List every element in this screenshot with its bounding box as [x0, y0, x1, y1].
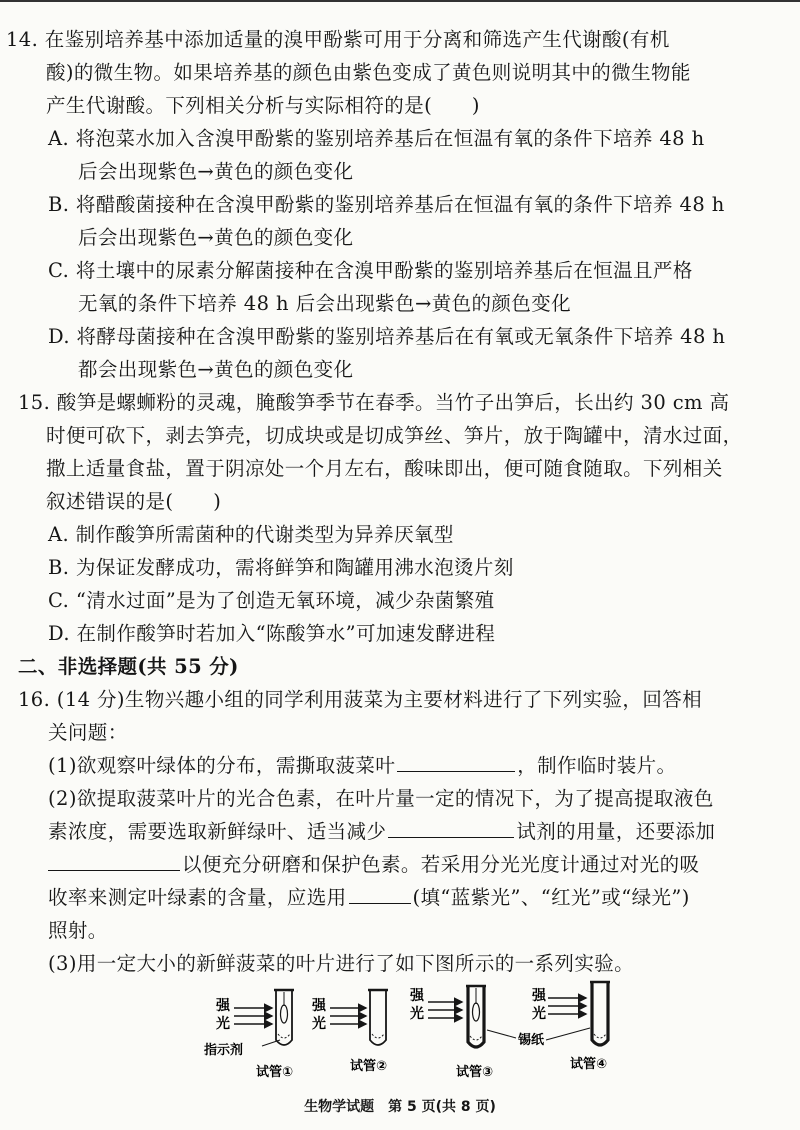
pointer-line [487, 1030, 516, 1038]
q14-option-c: C. 将土壤中的尿素分解菌接种在含溴甲酚紫的鉴别培养基后在恒温且严格 [48, 259, 693, 282]
answer-blank-1[interactable] [397, 753, 515, 772]
experiment-figure [200, 978, 630, 1088]
q14-option-a: A. 将泡菜水加入含溴甲酚紫的鉴别培养基后在恒温有氧的条件下培养 48 h [48, 127, 705, 150]
test-tube [370, 990, 386, 1045]
q14-option-d: D. 将酵母菌接种在含溴甲酚紫的鉴别培养基后在有氧或无氧条件下培养 48 h [48, 325, 726, 348]
q16-part-2-text-4-end: (填“蓝紫光”、“红光”或“绿光”) [412, 886, 690, 909]
q14-stem-line-3: 产生代谢酸。下列相关分析与实际相符的是( ) [46, 94, 480, 117]
top-rule [0, 0, 800, 2]
tube-2-label: 试管② [350, 1059, 388, 1074]
q14-option-c-cont: 无氧的条件下培养 48 h 后会出现紫色→黄色的颜色变化 [78, 292, 572, 315]
q15-option-a: A. 制作酸笋所需菌种的代谢类型为异养厌氧型 [48, 523, 454, 546]
q15-stem-line-1: 15. 酸笋是螺蛳粉的灵魂，腌酸笋季节在春季。当竹子出笋后，长出约 30 cm 高 [18, 391, 730, 414]
q16-part-2-text-3: 以便充分研磨和保护色素。若采用分光光度计通过对光的吸 [182, 853, 700, 876]
leaf-disc [473, 1003, 480, 1021]
q16-part-3: (3)用一定大小的新鲜菠菜的叶片进行了如下图所示的一系列实验。 [48, 952, 635, 975]
tube-3-setup [409, 986, 545, 1080]
light-label-char-2: 光 [216, 1016, 230, 1032]
pointer-line [262, 1040, 280, 1046]
tube-4-label: 试管④ [570, 1057, 608, 1072]
q14-option-a-cont: 后会出现紫色→黄色的颜色变化 [78, 160, 354, 183]
tube-2-setup [311, 990, 388, 1074]
answer-blank-3[interactable] [48, 852, 180, 871]
q15-option-b: B. 为保证发酵成功，需将鲜笋和陶罐用沸水泡烫片刻 [48, 556, 514, 579]
light-label-char-1: 强 [216, 998, 230, 1014]
q16-part-2-text-end: 试剂的用量，还要添加 [516, 820, 716, 843]
q16-stem-line-2: 关问题： [48, 721, 128, 744]
q16-part-1-text: (1)欲观察叶绿体的分布，需撕取菠菜叶 [48, 754, 396, 777]
section-2-title: 二、非选择题(共 55 分) [18, 655, 239, 678]
q16-part-2-text: 素浓度，需要选取新鲜绿叶、适当减少 [48, 820, 387, 843]
light-label-char-1: 强 [532, 988, 546, 1004]
q16-part-2-line-3 [48, 851, 699, 879]
indicator-liquid [278, 1034, 290, 1038]
light-label-char-1: 强 [410, 988, 424, 1004]
foil-label: 锡纸 [518, 1033, 545, 1048]
q15-stem-line-2: 时便可砍下，剥去笋壳，切成块或是切成笋丝、笋片，放于陶罐中，清水过面， [46, 424, 743, 447]
light-label-char-2: 光 [312, 1016, 326, 1032]
tube-1-setup [203, 990, 294, 1080]
q16-part-1 [48, 752, 676, 780]
q14-stem-line-1: 14. 在鉴别培养基中添加适量的溴甲酚紫可用于分离和筛选产生代谢酸(有机 [6, 28, 670, 51]
light-label-char-1: 强 [312, 998, 326, 1014]
q16-stem-line-1: 16. (14 分)生物兴趣小组的同学利用菠菜为主要材料进行了下列实验，回答相 [18, 688, 703, 711]
light-label-char-2: 光 [532, 1006, 546, 1022]
indicator-liquid [372, 1034, 384, 1038]
q16-part-2-line-5: 照射。 [48, 919, 108, 942]
q14-option-b-cont: 后会出现紫色→黄色的颜色变化 [78, 226, 354, 249]
q16-part-1-text-end: ，制作临时装片。 [517, 754, 677, 777]
q14-stem-line-2: 酸)的微生物。如果培养基的颜色由紫色变成了黄色则说明其中的微生物能 [46, 61, 691, 84]
page-footer: 生物学试题 第 5 页(共 8 页) [304, 1099, 496, 1115]
foil-wrapped-tube [592, 982, 608, 1045]
indicator-label: 指示剂 [204, 1043, 244, 1058]
tube-4-setup [531, 982, 610, 1072]
q15-option-c: C. “清水过面”是为了创造无氧环境，减少杂菌繁殖 [48, 589, 495, 612]
pointer-line [546, 1028, 590, 1040]
q16-part-2-line-4 [48, 884, 690, 912]
q16-part-2-line-1: (2)欲提取菠菜叶片的光合色素，在叶片量一定的情况下，为了提高提取液色 [48, 787, 714, 810]
q14-option-b: B. 将醋酸菌接种在含溴甲酚紫的鉴别培养基后在恒温有氧的条件下培养 48 h [48, 193, 725, 216]
indicator-liquid [594, 1034, 606, 1038]
q15-stem-line-4: 叙述错误的是( ) [46, 490, 222, 513]
q15-option-d: D. 在制作酸笋时若加入“陈酸笋水”可加速发酵进程 [48, 622, 496, 645]
leaf-disc [281, 1005, 288, 1023]
q14-option-d-cont: 都会出现紫色→黄色的颜色变化 [78, 358, 354, 381]
tube-1-label: 试管① [256, 1065, 294, 1080]
indicator-liquid [470, 1036, 482, 1040]
q16-part-2-line-2 [48, 818, 715, 846]
q15-stem-line-3: 撒上适量食盐，置于阴凉处一个月左右，酸味即出，便可随食随取。下列相关 [46, 457, 723, 480]
q16-part-2-text-4: 收率来测定叶绿素的含量，应选用 [48, 886, 347, 909]
tube-3-label: 试管③ [456, 1065, 494, 1080]
answer-blank-2[interactable] [388, 819, 514, 838]
answer-blank-4[interactable] [349, 885, 411, 904]
light-label-char-2: 光 [410, 1006, 424, 1022]
